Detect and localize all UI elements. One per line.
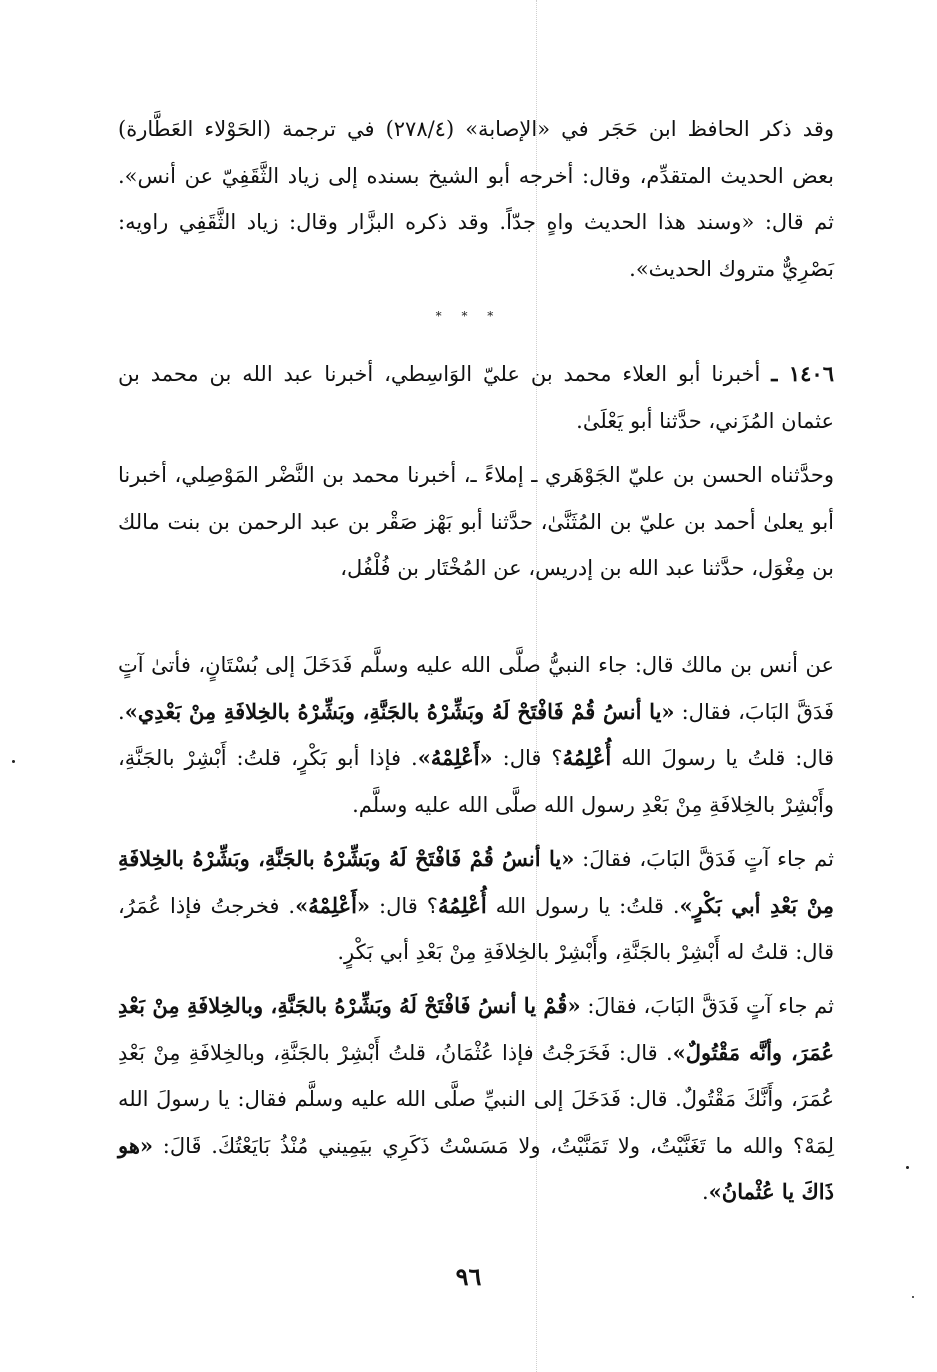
matn-2-reply-intro: ؟ قال: [370,893,438,918]
matn-1-prophet-speech: «يا أنسُ قُمْ فَافْتَحْ لَهُ وبَشِّرْهُ بالجَنَّةِ، وبَشِّرْهُ بالخِلافَةِ مِنْ بَعْدِي» [124,698,675,724]
matn-1-question: . قال: قلتُ يا رسولَ الله [118,699,834,770]
matn-paragraph-3 [118,983,834,1216]
page-number: ٩٦ [455,1262,482,1291]
matn-1-reply-intro: ؟ قال: [492,746,563,770]
scan-speck [906,1166,909,1169]
matn-2-prophet-speech: «يا أنسُ قُمْ فَافْتَحْ لَهُ وبَشِّرْهُ بالجَنَّةِ، وبَشِّرْهُ بالخِلافَةِ مِنْ بَعْدِ أبي بَكْرٍ» [118,846,834,918]
matn-1-narration: عن أنس بن مالك قال: جاء النبيُّ صلَّى الله عليه وسلَّم فَدَخَلَ إلى بُسْتَانٍ، فأتىٰ آتٍ فَدَقَّ البَابَ، فقال: [118,653,834,724]
matn-3-prophet-speech: «قُمْ يا أنسُ فَافْتَحْ لَهُ وبَشِّرْهُ بالجَنَّةِ، وبالخِلافَةِ مِنْ بَعْدِ عُمَرَ، وأنَّه مَقْتُولٌ» [118,993,834,1065]
matn-paragraph-1 [118,642,834,828]
matn-1-ending: . فإذا أبو بَكْرٍ، قلتُ: أَبْشِرْ بالجَنَّةِ، وأَبْشِرْ بالخِلافَةِ مِنْ بَعْدِ رسول الله صلَّى الله عليه وسلَّم. [118,746,834,817]
matn-3-final-speech: «هو ذَاكَ يا عُثْمانُ» [118,1132,834,1204]
section-separator: * * * [435,309,502,323]
matn-paragraph-2 [118,836,834,976]
matn-2-ending: . فخرجتُ فإذا عُمَرُ، قال: قلتُ له أَبْشِرْ بالجَنَّةِ، وأَبْشِرْ بالخِلافَةِ مِنْ بَعْدِ أبي بَكْرٍ. [118,893,834,964]
matn-1-reply: «أَعْلِمْهُ» [417,745,493,770]
intro-text: وقد ذكر الحافظ ابن حَجَر في «الإصابة» (٢٧٨/٤) في ترجمة (الحَوْلاء العَطَّارة) بعض الحديث المتقدِّم، وقال: أخرجه أبو الشيخ بسنده إلى زياد الثَّقَفِيّ عن أنس». ثم قال: «وسند هذا الحديث واهٍ جدّاً. وقد ذكره البزَّار وقال: زياد الثَّقَفِي راويه: بَصْرِيٌّ متروك الحديث». [118,117,834,281]
isnad-1-text: أخبرنا أبو العلاء محمد بن عليّ الوَاسِطي، أخبرنا عبد الله بن محمد بن عثمان المُزَني، حدَّثنا أبو يَعْلَىٰ. [118,362,834,433]
matn-1-question-word: أُعْلِمُهُ [562,745,612,770]
matn-2-narration: ثم جاء آتٍ فَدَقَّ البَابَ، فقالَ: [574,847,835,871]
isnad-paragraph-1 [118,351,834,444]
matn-3-continuation: . قال: فَخَرَجْتُ فإذا عُثْمَانُ، قلتُ أَبْشِرْ بالجَنَّةِ، وبالخِلافَةِ مِنْ بَعْدِ عُمَرَ، وأَنَّكَ مَقْتُولٌ. قال: فَدَخَلَ إلى النبيِّ صلَّى الله عليه وسلَّم فقال: يا رسولَ الله لِمَهْ؟ والله ما تَغَنَّيْتُ، ولا تَمَنَّيْتُ، ولا مَسَسْتُ ذَكَرِي بيَمِيني مُنْذُ بَايَعْتُكَ. قَالَ: [118,1040,834,1158]
matn-2-question: . قلتُ: يا رسول الله [486,893,680,918]
matn-3-narration: ثم جاء آتٍ فَدَقَّ البَابَ، فقالَ: [580,994,834,1018]
intro-paragraph [118,106,834,292]
matn-2-reply: «أَعْلِمْهُ» [295,892,371,918]
scan-speck [12,760,15,763]
hadith-number: ١٤٠٦ ـ [771,361,834,386]
isnad-2-text: وحدَّثناه الحسن بن عليّ الجَوْهَري ـ إملاءً ـ، أخبرنا محمد بن النَّضْر المَوْصِلي، أخبرنا أبو يعلىٰ أحمد بن عليّ بن المُثَنَّىٰ، حدَّثنا أبو بَهْز صَقْر بن عبد الرحمن بن بنت مالك بن مِغْوَل، حدَّثنا عبد الله بن إدريس، عن المُخْتَار بن فُلْفُل، [118,463,834,580]
scan-speck [912,1296,914,1298]
isnad-paragraph-2 [118,452,834,592]
matn-3-end: . [701,1180,709,1204]
matn-2-question-word: أُعْلِمُهُ [437,892,487,918]
